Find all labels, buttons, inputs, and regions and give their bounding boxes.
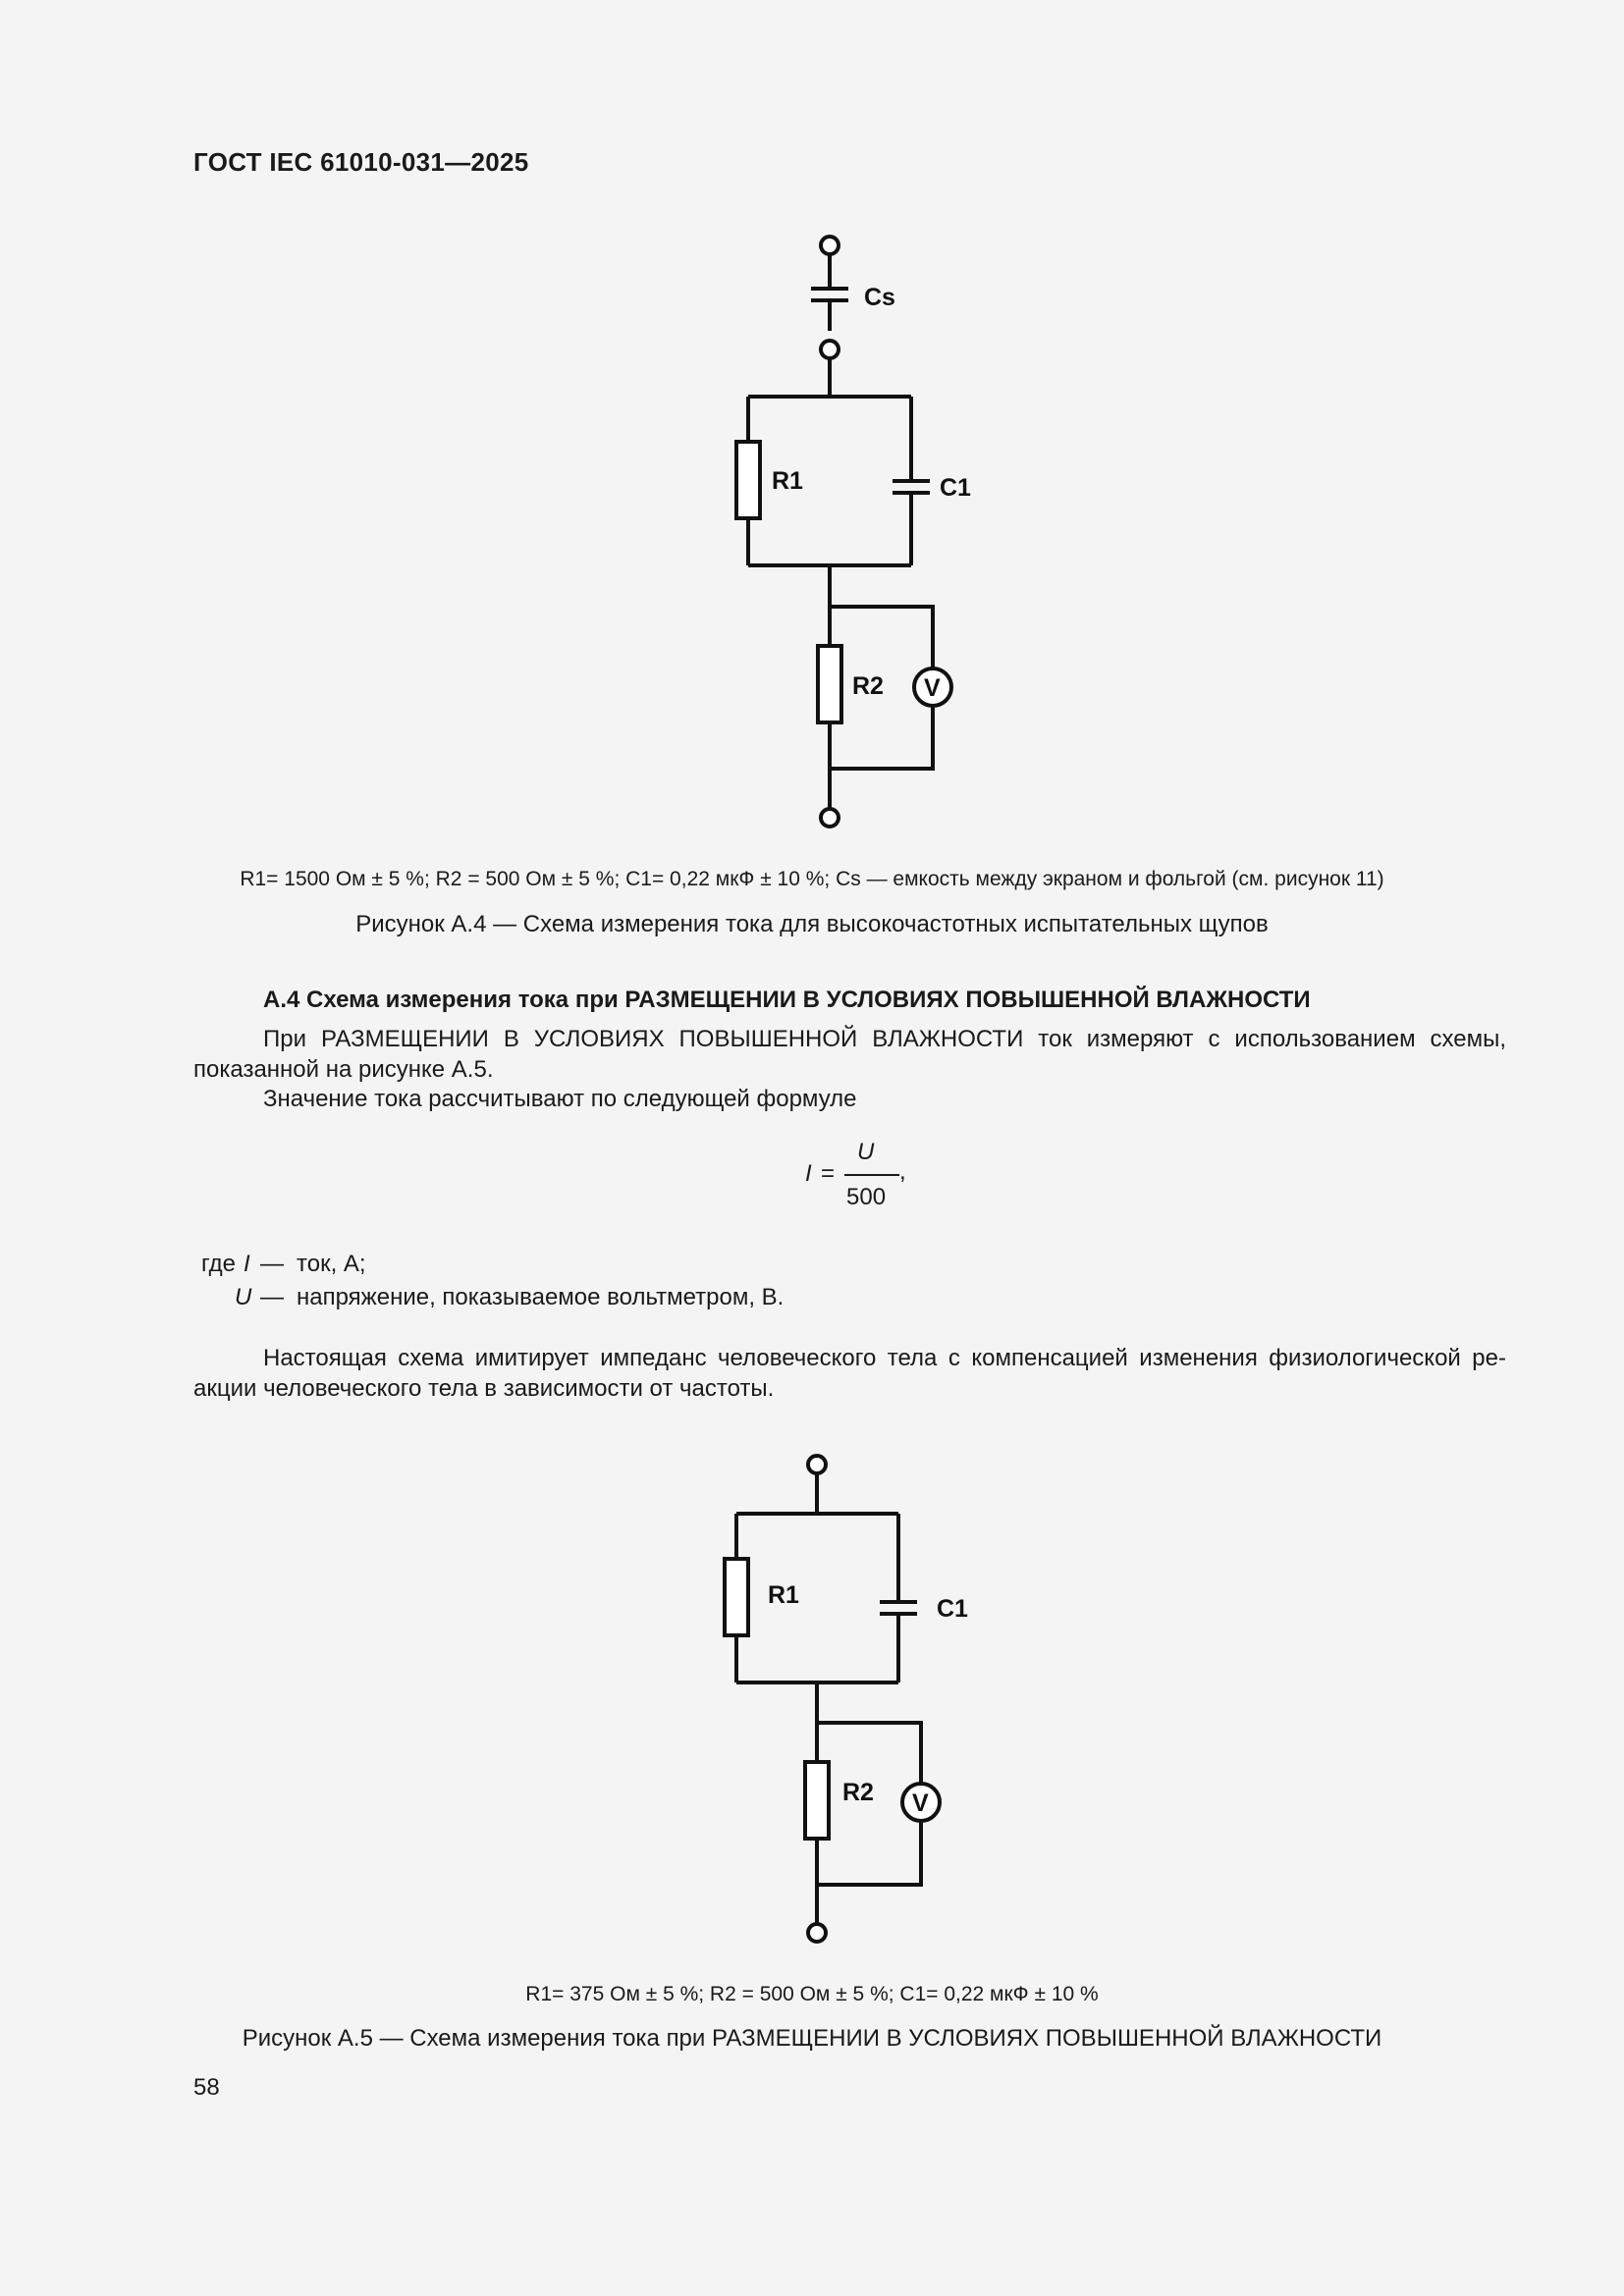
where-text-u: напряжение, показываемое вольтметром, В.: [297, 1284, 785, 1310]
a4-c1-label: C1: [940, 474, 971, 502]
document-header: ГОСТ IEC 61010-031—2025: [193, 147, 529, 177]
fraction-bar: [844, 1174, 899, 1176]
a5-r2-label: R2: [842, 1779, 874, 1806]
figure-a4-circuit: [707, 226, 1001, 844]
section-heading: А.4 Схема измерения тока при РАЗМЕЩЕНИИ В УСЛОВИЯХ ПОВЫШЕННОЙ ВЛАЖНОСТИ: [263, 987, 1311, 1013]
paragraph-2: Значение тока рассчитывают по следующей формуле: [263, 1086, 857, 1112]
a4-terminal-top: [821, 237, 839, 254]
formula-trailing-comma: ,: [899, 1158, 906, 1185]
a4-r2-label: R2: [852, 672, 884, 700]
a4-cs-label: Cs: [864, 284, 895, 311]
where-symbol-i: I: [244, 1251, 250, 1277]
formula-lhs: I: [805, 1160, 812, 1187]
current-formula: [795, 1139, 906, 1217]
a4-r1-resistor: [736, 442, 760, 518]
where-dash: —: [260, 1284, 284, 1310]
page-number: 58: [193, 2074, 220, 2101]
a4-r2-resistor: [818, 646, 841, 722]
paragraph-3-line-2: акции человеческого тела в зависимости от частоты.: [193, 1375, 775, 1402]
a4-voltmeter-label: V: [924, 674, 941, 702]
formula-equals: =: [821, 1160, 836, 1187]
a5-c1-label: C1: [937, 1595, 968, 1623]
a5-terminal-bottom: [808, 1924, 826, 1942]
paragraph-1-line-2: показанной на рисунке А.5.: [193, 1056, 494, 1083]
a4-terminal-bottom: [821, 809, 839, 827]
a4-terminal-mid: [821, 341, 839, 358]
a5-r2-resistor: [805, 1762, 829, 1839]
where-dash: —: [260, 1251, 284, 1277]
paragraph-3-line-1: Настоящая схема имитирует импеданс человеческого тела с компенсацией изменения физиологической ре-: [263, 1345, 1506, 1371]
paragraph-1-line-1: При РАЗМЕЩЕНИИ В УСЛОВИЯХ ПОВЫШЕННОЙ ВЛАЖНОСТИ ток измеряют с использованием схемы,: [263, 1026, 1506, 1052]
figure-a5-caption: Рисунок А.5 — Схема измерения тока при РАЗМЕЩЕНИИ В УСЛОВИЯХ ПОВЫШЕННОЙ ВЛАЖНОСТИ: [242, 2025, 1382, 2052]
figure-a4-note: R1= 1500 Ом ± 5 %; R2 = 500 Ом ± 5 %; C1= 0,22 мкФ ± 10 %; Cs — емкость между экраном и фольгой (см. рисунок 11): [240, 868, 1384, 890]
figure-a4-caption: Рисунок А.4 — Схема измерения тока для высокочастотных испытательных щупов: [355, 911, 1269, 937]
figure-a5-circuit: [697, 1443, 992, 1953]
formula-denominator: 500: [846, 1184, 887, 1210]
where-list: [201, 1251, 889, 1319]
a5-r1-resistor: [725, 1559, 748, 1635]
figure-a5-note: R1= 375 Ом ± 5 %; R2 = 500 Ом ± 5 %; C1= 0,22 мкФ ± 10 %: [525, 1983, 1099, 2005]
a5-terminal-top: [808, 1456, 826, 1473]
where-text-i: ток, А;: [297, 1251, 366, 1277]
where-symbol-u: U: [235, 1284, 252, 1310]
a5-voltmeter-label: V: [912, 1789, 929, 1817]
a5-r1-label: R1: [768, 1581, 799, 1609]
formula-numerator: U: [857, 1139, 875, 1165]
where-prefix: где: [201, 1251, 237, 1277]
a4-r1-label: R1: [772, 467, 803, 495]
